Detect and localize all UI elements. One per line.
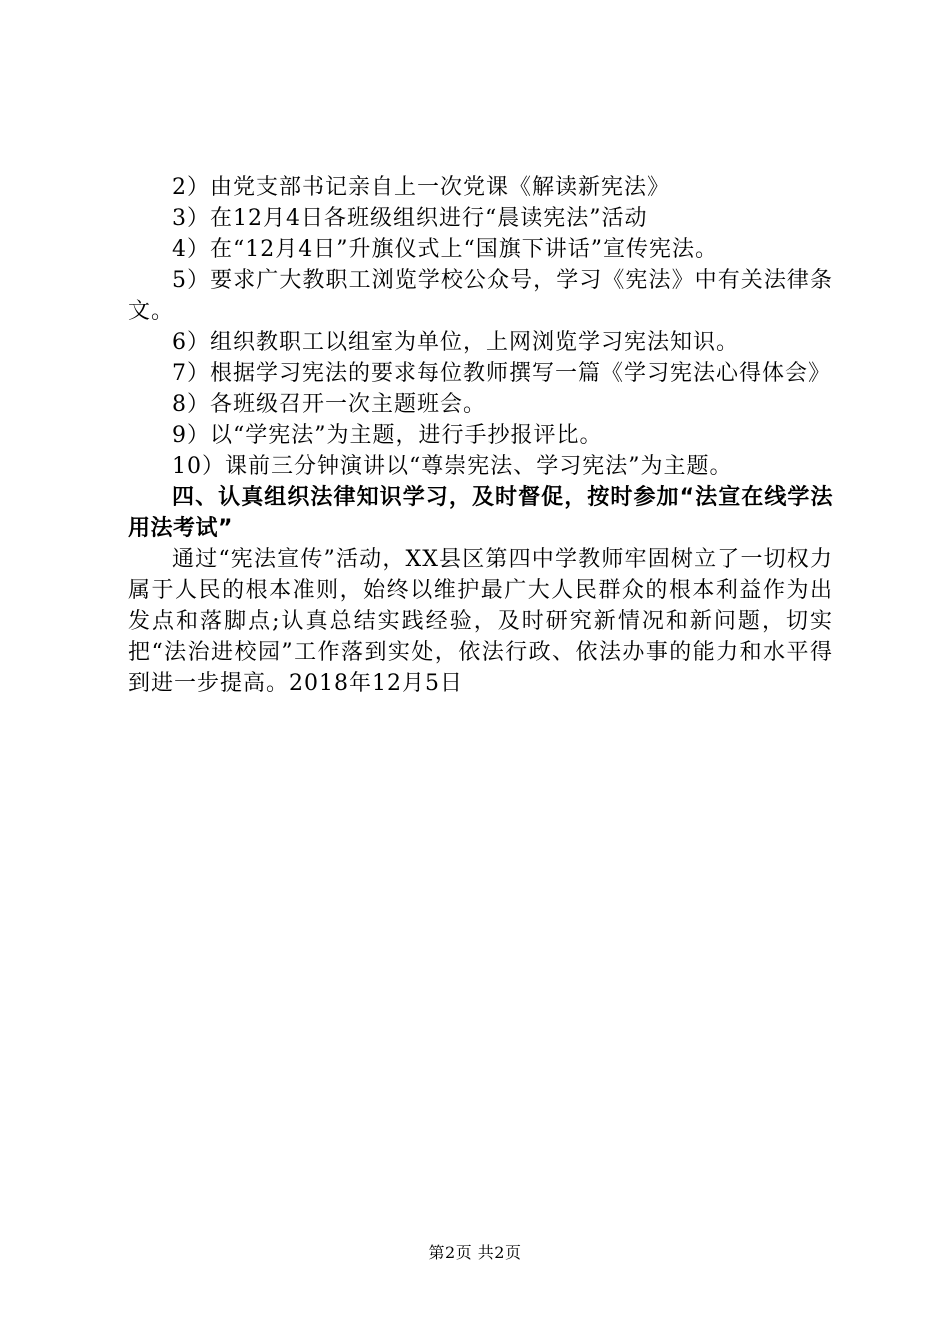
document-body: [128, 172, 833, 699]
list-item: 2）由党支部书记亲自上一次党课《解读新宪法》: [172, 175, 670, 200]
list-item: 9）以“学宪法”为主题，进行手抄报评比。: [172, 423, 603, 448]
list-item: 4）在“12月4日”升旗仪式上“国旗下讲话”宣传宪法。: [172, 237, 718, 262]
list-item: 10）课前三分钟演讲以“尊崇宪法、学习宪法”为主题。: [172, 454, 733, 479]
page-number-footer: 第2页 共2页: [428, 1243, 522, 1262]
list-item: 5）要求广大教职工浏览学校公众号，学习《宪法》中有关法律条文。: [128, 268, 833, 324]
list-item: 7）根据学习宪法的要求每位教师撰写一篇《学习宪法心得体会》: [172, 361, 831, 386]
list-item: 3）在12月4日各班级组织进行“晨读宪法”活动: [172, 206, 648, 231]
list-item: 6）组织教职工以组室为单位，上网浏览学习宪法知识。: [172, 330, 739, 355]
section-heading: 四、认真组织法律知识学习，及时督促，按时参加“法宣在线学法用法考试”: [128, 485, 833, 541]
closing-paragraph: 通过“宪法宣传”活动，XX县区第四中学教师牢固树立了一切权力属于人民的根本准则，始终以维护最广大人民群众的根本利益作为出发点和落脚点;认真总结实践经验，及时研究新情况和新问题，切实把“法治进校园”工作落到实处，依法行政、依法办事的能力和水平得到进一步提高。2018年12月5日: [128, 547, 833, 696]
list-item: 8）各班级召开一次主题班会。: [172, 392, 486, 417]
